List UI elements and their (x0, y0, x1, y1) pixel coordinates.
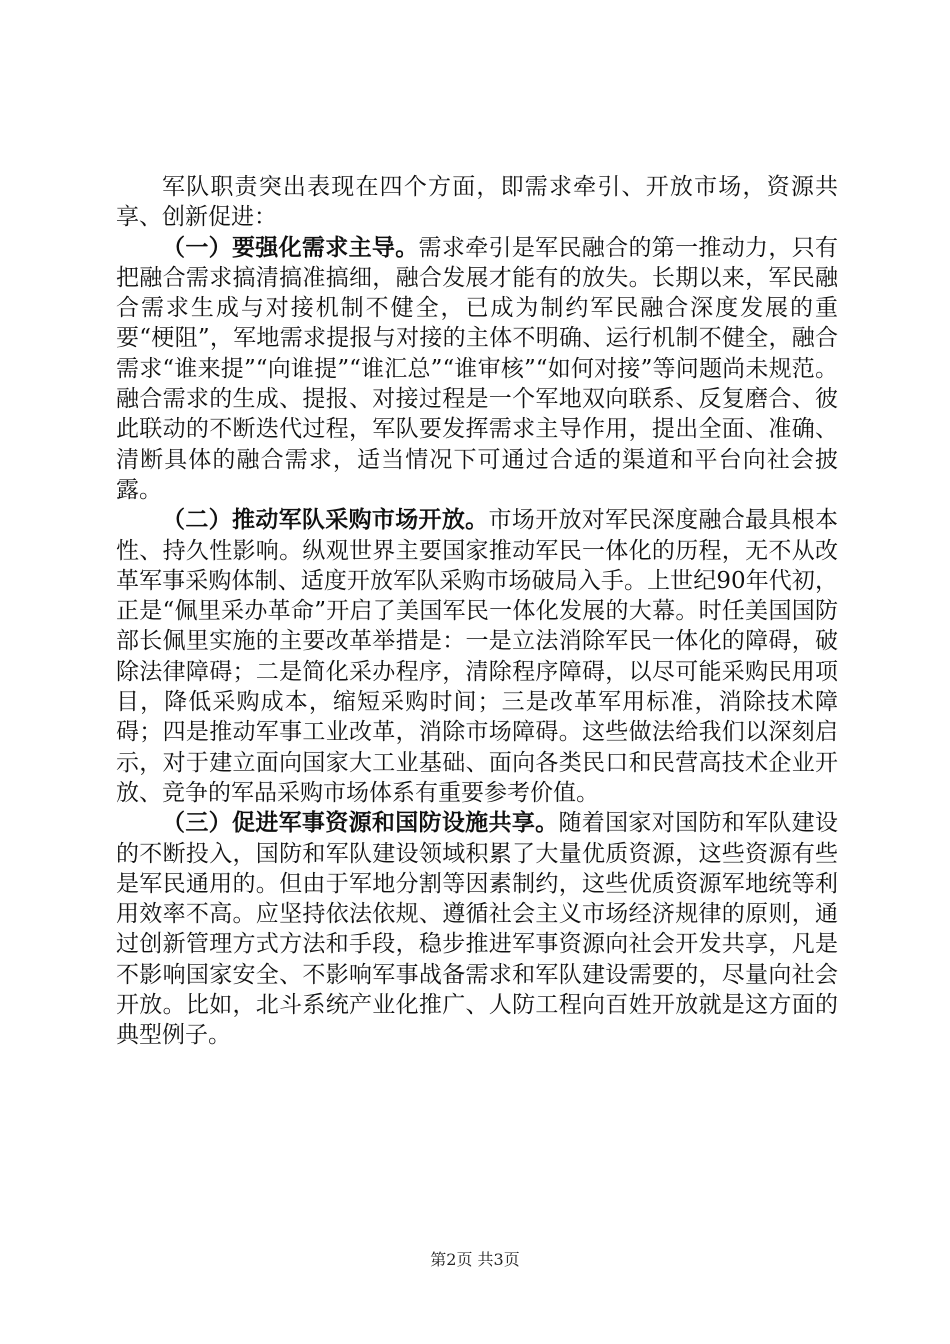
page-footer: 第2页 共3页 (430, 1250, 520, 1269)
intro-paragraph: 军队职责突出表现在四个方面，即需求牵引、开放市场，资源共享、创新促进： (116, 174, 838, 231)
section-heading-3: （三）促进军事资源和国防设施共享。 (162, 809, 559, 837)
section-body-3: 随着国家对国防和军队建设的不断投入，国防和军队建设领域积累了大量优质资源，这些资源有些是军民通用的。但由于军地分割等因素制约，这些优质资源军地统等利用效率不高。应坚持依法依规、遵循社会主义市场经济规律的原则，通过创新管理方式方法和手段，稳步推进军事资源向社会开发共享，凡是不影响国家安全、不影响军事战备需求和军队建设需要的，尽量向社会开放。比如，北斗系统产业化推广、人防工程向百姓开放就是这方面的典型例子。 (116, 810, 839, 1049)
document-body (116, 172, 838, 1051)
section-heading-2: （二）推动军队采购市场开放。 (162, 506, 489, 534)
section-heading-1: （一）要强化需求主导。 (162, 233, 419, 261)
section-body-1: 需求牵引是军民融合的第一推动力，只有把融合需求搞清搞准搞细，融合发展才能有的放失。长期以来，军民融合需求生成与对接机制不健全，已成为制约军民融合深度发展的重要“梗阻”，军地需求提报与对接的主体不明确、运行机制不健全，融合需求“谁来提”“向谁提”“谁汇总”“谁审核”“如何对接”等问题尚未规范。融合需求的生成、提报、对接过程是一个军地双向联系、反复磨合、彼此联动的不断迭代过程，军队要发挥需求主导作用，提出全面、准确、清断具体的融合需求，适当情况下可通过合适的渠道和平台向社会披露。 (116, 234, 839, 503)
section-paragraph-2 (116, 505, 838, 808)
section-paragraph-3 (116, 808, 838, 1050)
section-paragraph-1 (116, 233, 838, 506)
section-body-2: 市场开放对军民深度融合最具根本性、持久性影响。纵观世界主要国家推动军民一体化的历程，无不从改革军事采购体制、适度开放军队采购市场破局入手。上世纪90年代初，正是“佩里采办革命”开启了美国军民一体化发展的大幕。时任美国国防部长佩里实施的主要改革举措是：一是立法消除军民一体化的障碍，破除法律障碍；二是简化采办程序，清除程序障碍，以尽可能采购民用项目，降低采购成本，缩短采购时间；三是改革军用标准，消除技术障碍；四是推动军事工业改革，消除市场障碍。这些做法给我们以深刻启示，对于建立面向国家大工业基础、面向各类民口和民营高技术企业开放、竞争的军品采购市场体系有重要参考价值。 (116, 507, 839, 806)
